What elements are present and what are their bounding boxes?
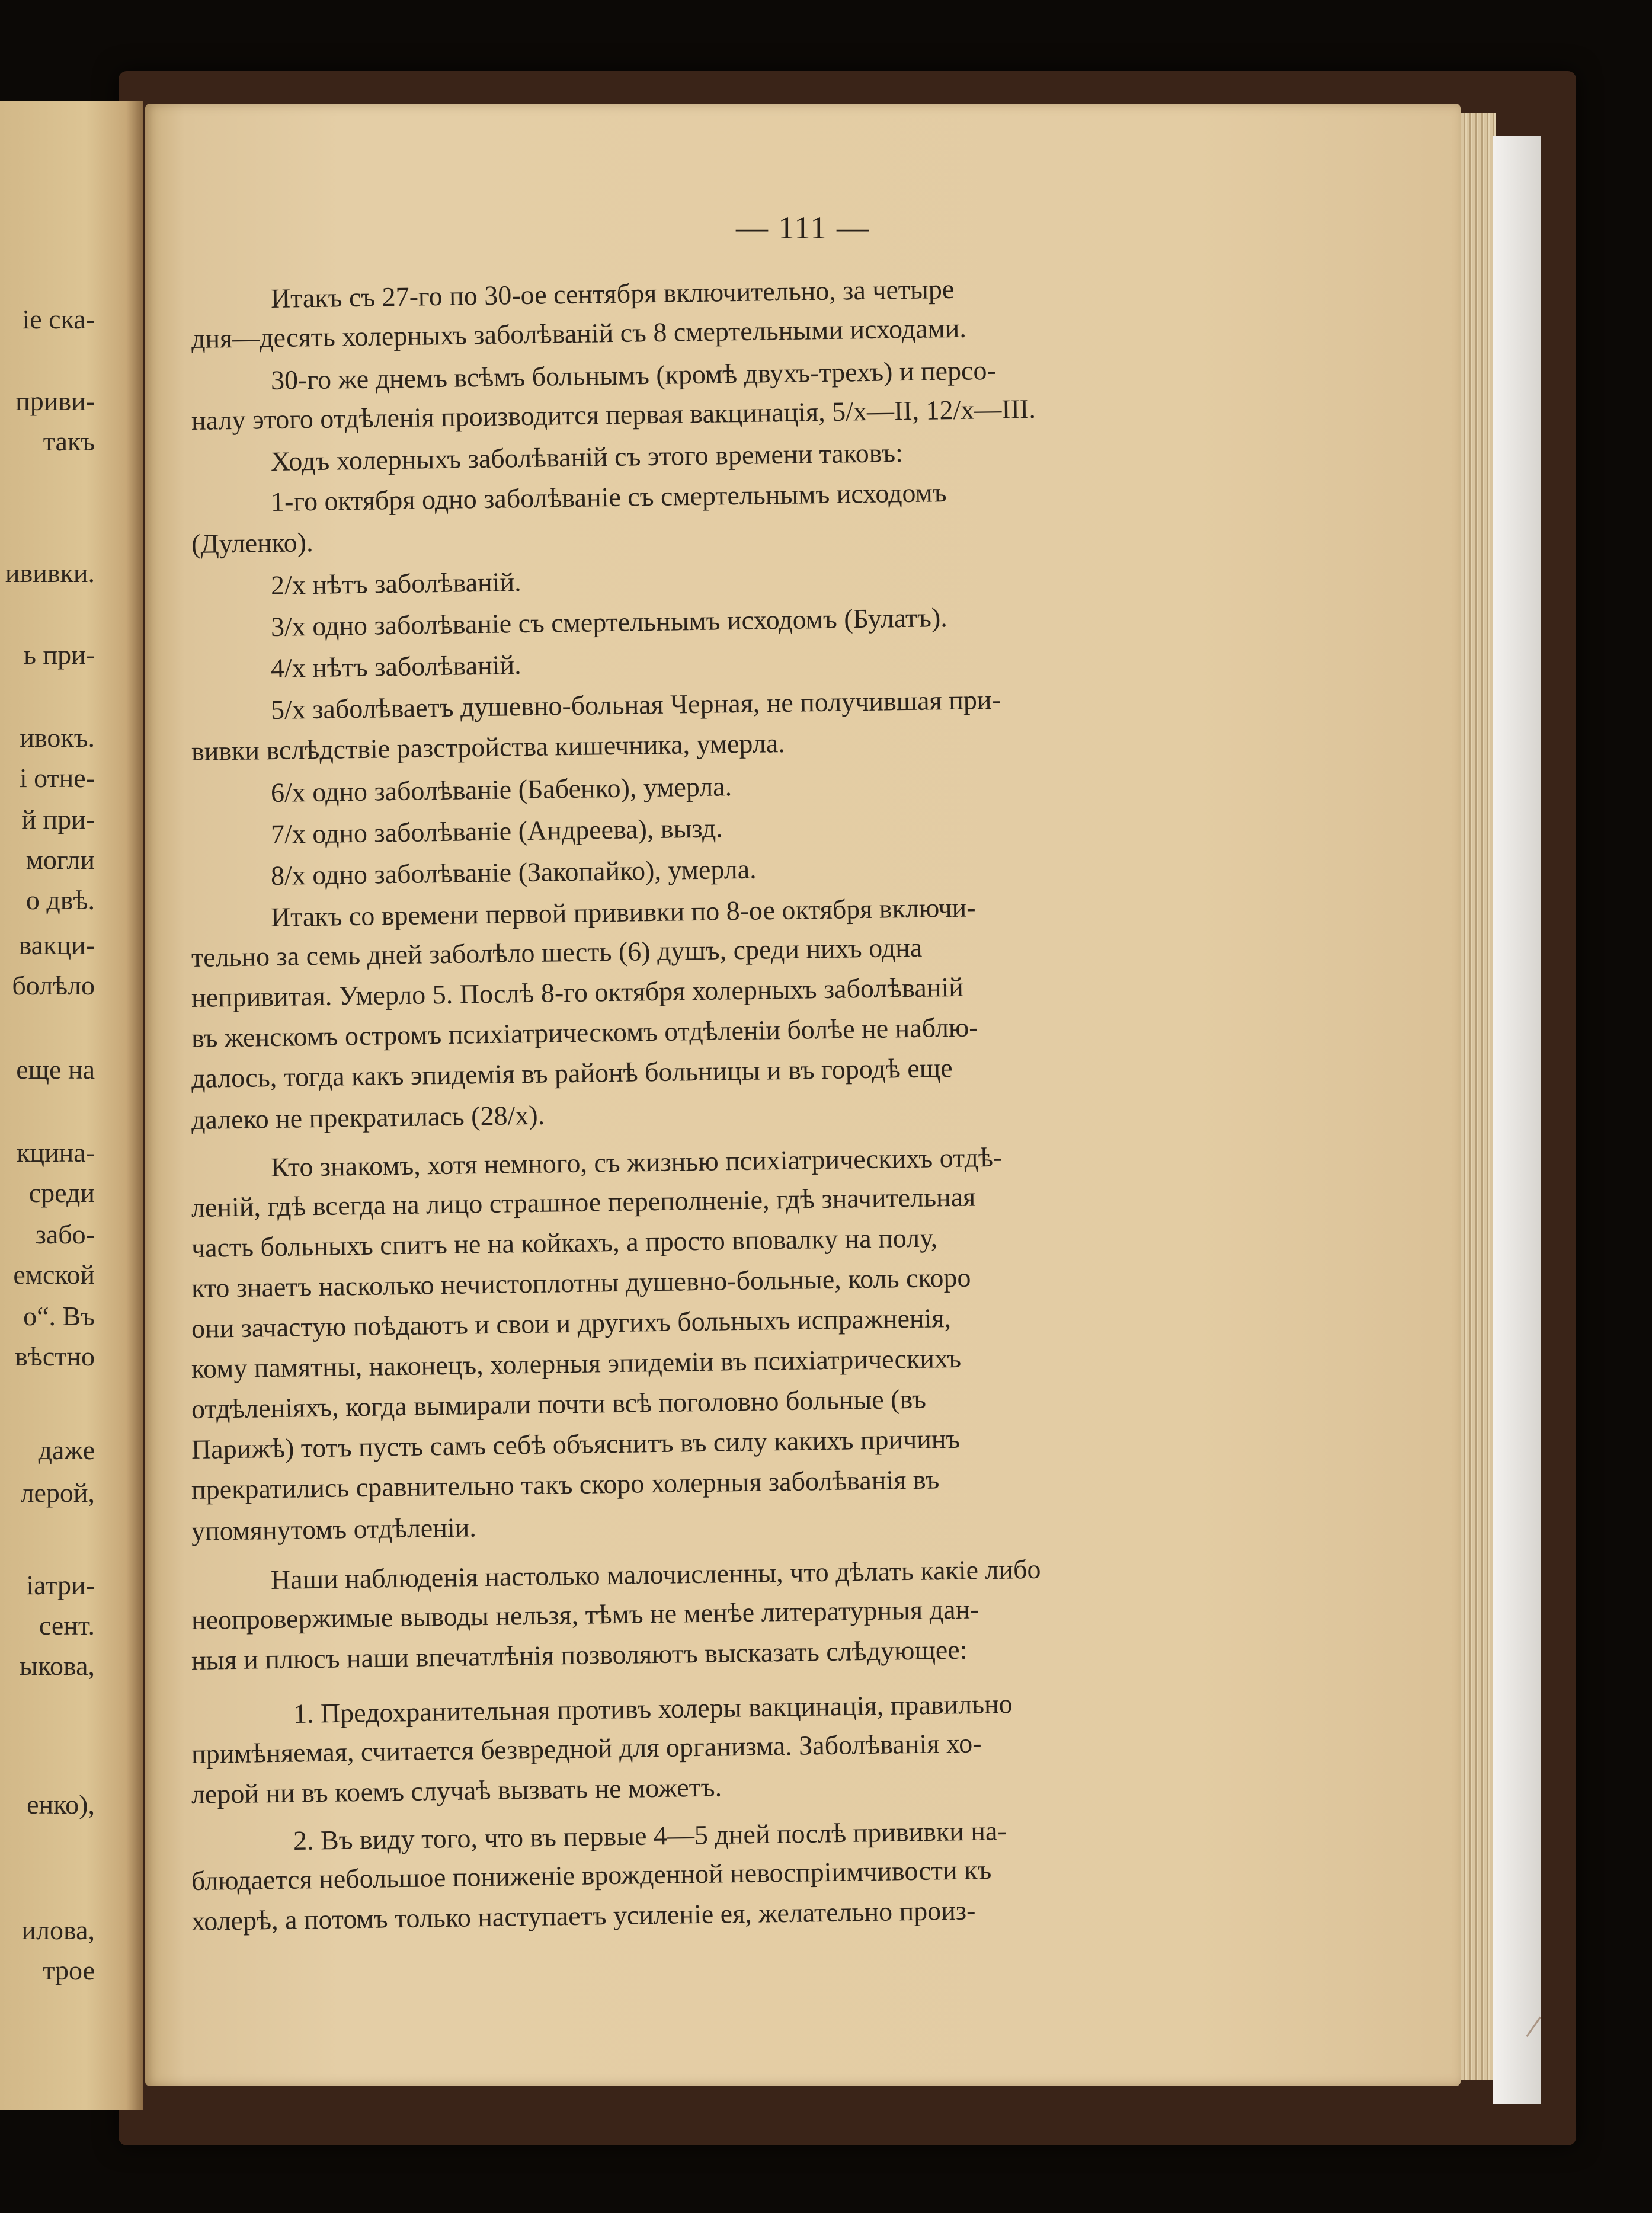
text-line: леній, гдѣ всегда на лицо страшное переполненіе, гдѣ значительная — [191, 1181, 976, 1223]
text-line: они зачастую поѣдаютъ и свои и другихъ больныхъ испражненія, — [191, 1303, 952, 1344]
left-page-fragment: і отне- — [19, 763, 95, 793]
left-page-fragment: болѣло — [12, 970, 95, 1000]
text-line: непривитая. Умерло 5. Послѣ 8-го октября холерныхъ заболѣваній — [191, 971, 964, 1013]
text-line: 1. Предохранительная противъ холеры вакцинація, правильно — [293, 1688, 1013, 1729]
left-page-fragment: вакци- — [18, 930, 95, 960]
text-line: 5/x заболѣваетъ душевно-больная Черная, не получившая при- — [270, 684, 1001, 725]
left-page-fragment: приви- — [15, 386, 95, 416]
text-line: вивки вслѣдствіе разстройства кишечника, умерла. — [191, 728, 786, 766]
left-page-fragment: илова, — [21, 1915, 95, 1945]
text-line: далеко не прекратилась (28/x). — [191, 1099, 545, 1135]
left-page-fragment: кцина- — [17, 1137, 95, 1168]
left-page-fragment: среди — [28, 1178, 95, 1208]
left-page — [0, 101, 143, 2110]
left-page-fragment: ививки. — [5, 558, 95, 588]
text-line: дня—десять холерныхъ заболѣваній съ 8 смертельными исходами. — [191, 312, 967, 354]
left-page-fragment: о“. Въ — [23, 1301, 95, 1331]
left-page-fragment: ивокъ. — [20, 722, 95, 753]
text-line: упомянутомъ отдѣленіи. — [191, 1512, 477, 1546]
text-line: 2/x нѣтъ заболѣваній. — [270, 567, 521, 600]
text-line: Парижѣ) тотъ пусть самъ себѣ объяснитъ въ силу какихъ причинъ — [191, 1423, 961, 1464]
text-line: 4/x нѣтъ заболѣваній. — [270, 650, 521, 683]
left-page-fragment: ыкова, — [20, 1651, 95, 1681]
left-page-fragment: забо- — [35, 1219, 95, 1249]
left-page-fragment: еще на — [16, 1054, 95, 1085]
text-line: лерой ни въ коемъ случаѣ вызвать не можетъ. — [191, 1771, 722, 1809]
left-page-fragment: трое — [43, 1955, 95, 1985]
left-page-fragment: iе ска- — [22, 304, 95, 334]
left-page-fragment: й при- — [21, 804, 95, 834]
text-line: ныя и плюсъ наши впечатлѣнія позволяютъ высказать слѣдующее: — [191, 1634, 968, 1675]
page-edges — [1455, 113, 1496, 2080]
text-line: Ходъ холерныхъ заболѣваній съ этого времени таковъ: — [270, 437, 904, 477]
left-page-fragment: іатри- — [26, 1570, 95, 1600]
left-page-fragment: енко), — [27, 1789, 95, 1819]
text-line: 2. Въ виду того, что въ первые 4—5 дней послѣ прививки на- — [293, 1815, 1007, 1856]
text-line: Кто знакомъ, хотя немного, съ жизнью психіатрическихъ отдѣ- — [270, 1141, 1003, 1182]
white-sheet — [1493, 136, 1541, 2104]
left-page-fragment: лерой, — [20, 1478, 95, 1508]
text-line: Наши наблюденія настолько малочисленны, что дѣлать какіе либо — [270, 1553, 1041, 1595]
text-line: 8/x одно заболѣваніе (Закопайко), умерла. — [270, 853, 757, 891]
page-number: — 111 — — [736, 210, 870, 245]
text-line: прекратились сравнительно такъ скоро холерныя заболѣванія въ — [191, 1464, 940, 1505]
right-page — [145, 104, 1461, 2086]
left-page-fragment: вѣстно — [15, 1341, 95, 1371]
text-line: часть больныхъ спитъ не на койкахъ, а просто вповалку на полу, — [191, 1222, 938, 1263]
text-line: налу этого отдѣленія производится первая вакцинація, 5/x—II, 12/x—III. — [191, 394, 1036, 436]
text-line: 30-го же днемъ всѣмъ больнымъ (кромѣ двухъ-трехъ) и персо- — [270, 354, 997, 395]
left-page-fragment: даже — [38, 1435, 95, 1465]
text-line: холерѣ, а потомъ только наступаетъ усиленіе ея, желательно произ- — [191, 1895, 976, 1936]
left-page-fragment: сент. — [39, 1610, 95, 1640]
text-line: примѣняемая, считается безвредной для организма. Заболѣванія хо- — [191, 1728, 982, 1769]
left-page-fragment: могли — [25, 845, 95, 875]
left-page-fragment: емской — [13, 1259, 95, 1290]
text-line: 7/x одно заболѣваніе (Андреева), вызд. — [270, 813, 723, 849]
text-line: блюдается небольшое пониженіе врожденной невоспріимчивости къ — [191, 1854, 992, 1896]
text-line: въ женскомъ остромъ психіатрическомъ отдѣленіи болѣе не наблю- — [191, 1012, 978, 1053]
text-line: 1-го октября одно заболѣваніе съ смертельнымъ исходомъ — [270, 477, 947, 517]
text-line: Итакъ со времени первой прививки по 8-ое октября включи- — [270, 892, 976, 932]
text-line: Итакъ съ 27-го по 30-ое сентября включительно, за четыре — [270, 273, 955, 314]
text-line: (Дуленко). — [191, 527, 313, 559]
text-line: тельно за семь дней заболѣло шесть (6) душъ, среди нихъ одна — [191, 932, 923, 973]
text-line: далось, тогда какъ эпидемія въ районѣ больницы и въ городѣ еще — [191, 1053, 953, 1093]
text-line: кому памятны, наконецъ, холерныя эпидеміи въ психіатрическихъ — [191, 1342, 962, 1384]
left-page-fragment: ь при- — [23, 639, 95, 670]
text-line: 6/x одно заболѣваніе (Бабенко), умерла. — [270, 771, 732, 808]
text-line: 3/x одно заболѣваніе съ смертельнымъ исходомъ (Булатъ). — [270, 602, 948, 642]
text-line: неопровержимые выводы нельзя, тѣмъ не менѣе литературныя дан- — [191, 1594, 979, 1635]
left-page-fragment: о двѣ. — [25, 885, 95, 915]
text-line: кто знаетъ насколько нечистоплотны душевно-больные, коль скоро — [191, 1262, 971, 1303]
left-page-fragment: такъ — [43, 426, 95, 456]
text-line: отдѣленіяхъ, когда вымирали почти всѣ поголовно больные (въ — [191, 1383, 927, 1424]
